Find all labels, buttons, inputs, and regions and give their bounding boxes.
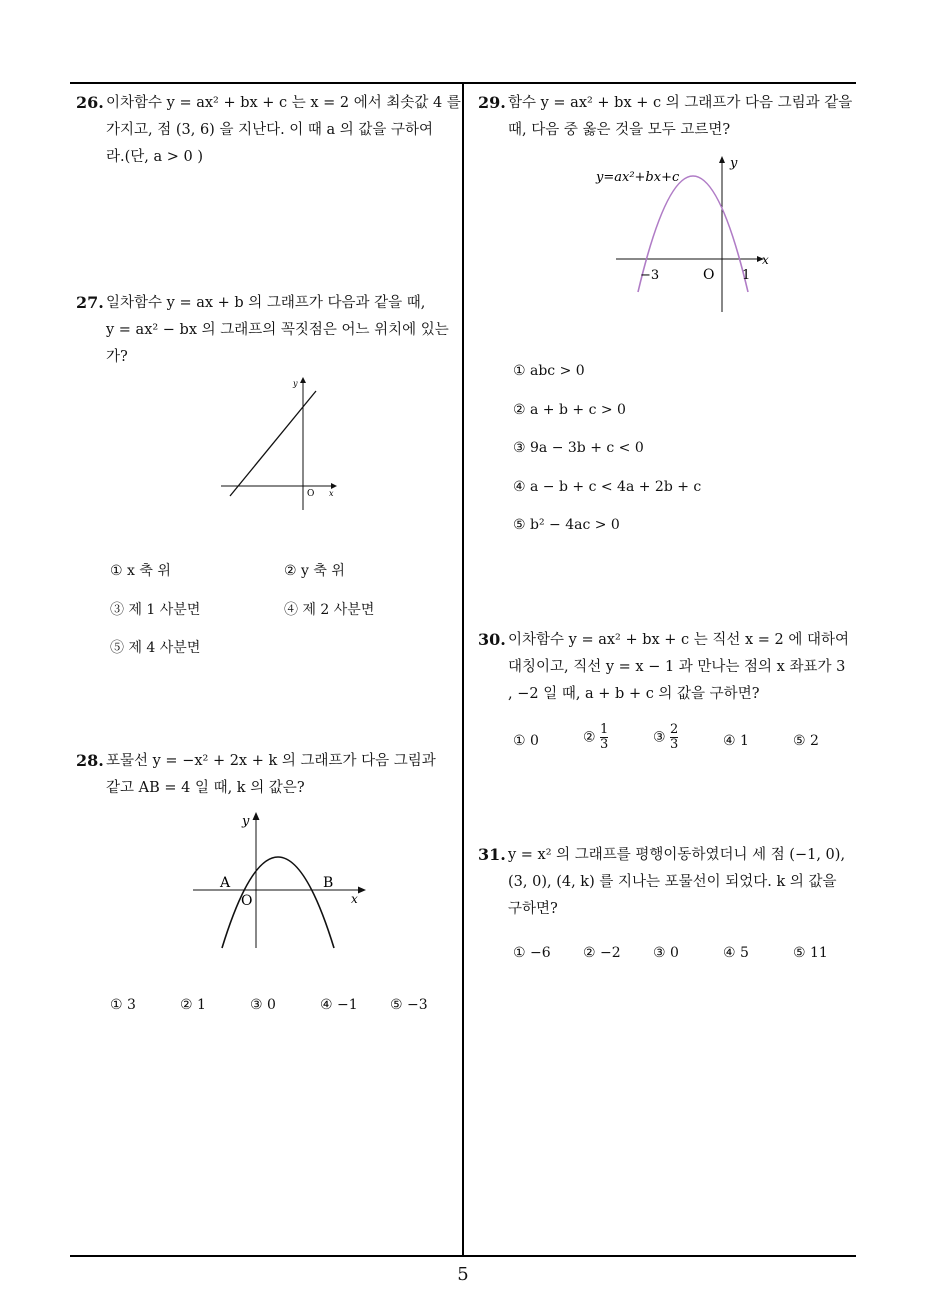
question-text-line: (3, 0), (4, k) 를 지나는 포물선이 되었다. k 의 값을 [508,874,837,890]
fraction [670,723,678,752]
y-axis-label: y [730,156,738,171]
choice-1[interactable]: ① −6 [513,945,551,961]
choice-4[interactable]: ④ a − b + c < 4a + 2b + c [513,479,702,495]
figure-q27-line-graph [215,372,345,517]
choice-5[interactable]: ⑤ 제 4 사분면 [110,640,201,656]
question-number: 29. [478,93,506,112]
question-text-line: , −2 일 때, a + b + c 의 값을 구하면? [508,686,760,702]
choice-4[interactable]: ④ 5 [723,945,749,961]
question-28 [76,748,456,808]
choice-marker: ② [583,729,596,746]
question-text-line: 함수 y = ax² + bx + c 의 그래프가 다음 그림과 같을 [508,95,853,111]
question-27 [76,290,456,380]
choice-1[interactable]: ① abc > 0 [513,363,585,379]
x-axis-label: x [762,253,769,267]
column-divider [462,82,464,1256]
fraction [600,723,608,752]
question-text-line: 라.(단, a > 0 ) [106,149,204,165]
choice-5[interactable]: ⑤ −3 [390,997,428,1013]
y-axis-arrow [719,156,725,163]
parabola-curve [222,857,334,948]
question-text-line: 대칭이고, 직선 y = x − 1 과 만나는 점의 x 좌표가 3 [508,659,846,675]
question-number: 30. [478,630,506,649]
question-number: 27. [76,293,104,312]
choice-1[interactable]: ① 3 [110,997,136,1013]
question-number: 28. [76,751,104,770]
bottom-rule [70,1255,856,1257]
question-text-line: 가? [106,349,128,365]
choice-3[interactable] [653,723,678,752]
y-axis-label: y [242,814,250,829]
choice-5[interactable]: ⑤ b² − 4ac > 0 [513,517,620,533]
tick-label-1: 1 [742,268,751,283]
figure-q29-parabola [592,152,777,317]
curve-label: y=ax²+bx+c [596,170,680,185]
question-text-line: 일차함수 y = ax + b 의 그래프가 다음과 같을 때, [106,295,426,311]
question-number: 26. [76,93,104,112]
choice-2[interactable]: ② y 축 위 [284,563,345,579]
question-text-line: 가지고, 점 (3, 6) 을 지난다. 이 때 a 의 값을 구하여 [106,122,434,138]
choice-3[interactable]: ③ 9a − 3b + c < 0 [513,440,644,456]
question-29 [478,90,858,150]
origin-label: O [307,489,315,499]
figure-q28-parabola [188,808,373,958]
question-text-line: 같고 AB = 4 일 때, k 의 값은? [106,780,305,796]
question-text-line: 이차함수 y = ax² + bx + c 는 직선 x = 2 에 대하여 [508,632,850,648]
question-text-line: y = ax² − bx 의 그래프의 꼭짓점은 어느 위치에 있는 [106,322,449,338]
tick-label-minus-3: −3 [640,268,660,283]
choice-1[interactable]: ① 0 [513,733,539,749]
choice-2[interactable]: ② 1 [180,997,206,1013]
point-a-label: A [220,875,231,891]
question-text-line: 이차함수 y = ax² + bx + c 는 x = 2 에서 최솟값 4 를 [106,95,461,111]
question-text-line: 때, 다음 중 옳은 것을 모두 고르면? [508,122,731,138]
fraction-numerator: 1 [600,722,609,737]
y-axis-arrow [300,377,306,383]
choice-4[interactable]: ④ −1 [320,997,358,1013]
question-31 [478,842,858,932]
y-axis-label: y [293,379,298,388]
choice-5[interactable]: ⑤ 11 [793,945,828,961]
fraction-numerator: 2 [670,722,679,737]
point-b-label: B [323,875,334,891]
origin-label: O [703,267,715,283]
question-number: 31. [478,845,506,864]
fraction-denominator: 3 [670,737,679,752]
y-axis-arrow [253,812,260,820]
x-axis-label: x [351,892,358,906]
origin-label: O [241,893,253,909]
choice-3[interactable]: ③ 0 [250,997,276,1013]
question-text-line: 구하면? [508,901,558,917]
x-axis-label: x [329,489,334,498]
choice-4[interactable]: ④ 1 [723,733,749,749]
choice-2[interactable]: ② a + b + c > 0 [513,402,626,418]
question-text-line: y = x² 의 그래프를 평행이동하였더니 세 점 (−1, 0), [508,847,846,863]
choice-2[interactable]: ② −2 [583,945,621,961]
choice-5[interactable]: ⑤ 2 [793,733,819,749]
fraction-denominator: 3 [600,737,609,752]
choice-1[interactable]: ① x 축 위 [110,563,171,579]
choice-marker: ③ [653,729,666,746]
choice-3[interactable]: ③ 제 1 사분면 [110,602,201,618]
choice-2[interactable] [583,723,608,752]
question-30 [478,627,858,717]
choice-4[interactable]: ④ 제 2 사분면 [284,602,375,618]
x-axis-arrow [358,887,366,894]
choice-3[interactable]: ③ 0 [653,945,679,961]
question-text-line: 포물선 y = −x² + 2x + k 의 그래프가 다음 그림과 [106,753,436,769]
question-26 [76,90,461,180]
page-number: 5 [457,1264,469,1285]
